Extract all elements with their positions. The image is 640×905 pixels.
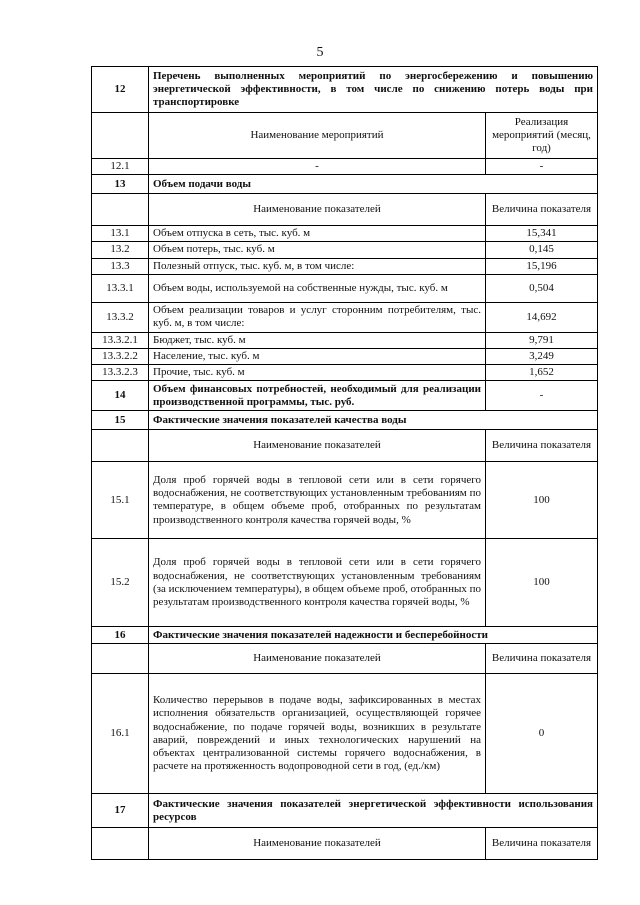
section-number: 12 xyxy=(92,67,149,113)
table-row xyxy=(92,462,598,539)
row-value: 100 xyxy=(486,462,598,539)
section-title: Перечень выполненных мероприятий по энергосбережению и повышению энергетической эффективности, в том числе по снижению потерь воды при транспортировке xyxy=(149,67,598,113)
column-header-name: Наименование показателей xyxy=(149,644,486,674)
column-header-name: Наименование показателей xyxy=(149,430,486,462)
row-name: Объем отпуска в сеть, тыс. куб. м xyxy=(149,226,486,242)
row-number: 13.3.2.1 xyxy=(92,332,149,348)
section-number: 13 xyxy=(92,175,149,194)
section-title: Объем подачи воды xyxy=(149,175,598,194)
column-header-row xyxy=(92,430,598,462)
column-header-name: Наименование мероприятий xyxy=(149,113,486,159)
column-header-name: Наименование показателей xyxy=(149,828,486,860)
column-header-row xyxy=(92,644,598,674)
empty-cell xyxy=(92,644,149,674)
column-header-value: Величина показателя xyxy=(486,430,598,462)
row-name: Полезный отпуск, тыс. куб. м, в том числе: xyxy=(149,258,486,274)
section-title: Фактические значения показателей надежности и бесперебойности xyxy=(149,627,598,644)
section-title: Объем финансовых потребностей, необходимый для реализации производственной программы, тыс. руб. xyxy=(149,381,486,411)
row-number: 13.2 xyxy=(92,242,149,258)
table-row xyxy=(92,258,598,274)
column-header-name: Наименование показателей xyxy=(149,194,486,226)
row-name: Доля проб горячей воды в тепловой сети или в сети горячего водоснабжения, не соответствующих установленным требованиям (за исключением температуры), в общем объеме проб, отобранных по результатам производственного контроля качества горячей воды, % xyxy=(149,539,486,627)
row-name: Объем потерь, тыс. куб. м xyxy=(149,242,486,258)
column-header-value: Величина показателя xyxy=(486,194,598,226)
section-17-header xyxy=(92,794,598,828)
section-number: 14 xyxy=(92,381,149,411)
column-header-value: Величина показателя xyxy=(486,644,598,674)
empty-cell xyxy=(92,194,149,226)
section-13-header xyxy=(92,175,598,194)
section-15-header xyxy=(92,411,598,430)
row-number: 13.3.2.3 xyxy=(92,365,149,381)
row-value: - xyxy=(486,159,598,175)
row-number: 15.1 xyxy=(92,462,149,539)
row-value: 0,145 xyxy=(486,242,598,258)
row-number: 12.1 xyxy=(92,159,149,175)
row-value: 14,692 xyxy=(486,302,598,332)
row-name: Объем реализации товаров и услуг сторонним потребителям, тыс. куб. м, в том числе: xyxy=(149,302,486,332)
table-row xyxy=(92,302,598,332)
table-row xyxy=(92,674,598,794)
empty-cell xyxy=(92,430,149,462)
row-number: 13.1 xyxy=(92,226,149,242)
table-row xyxy=(92,332,598,348)
row-value: 100 xyxy=(486,539,598,627)
row-name: - xyxy=(149,159,486,175)
column-header-row xyxy=(92,828,598,860)
table-row xyxy=(92,348,598,364)
row-value: 9,791 xyxy=(486,332,598,348)
section-title: Фактические значения показателей качества воды xyxy=(149,411,598,430)
section-value: - xyxy=(486,381,598,411)
row-value: 15,196 xyxy=(486,258,598,274)
column-header-row xyxy=(92,194,598,226)
table-row xyxy=(92,159,598,175)
empty-cell xyxy=(92,113,149,159)
column-header-value: Величина показателя xyxy=(486,828,598,860)
row-number: 13.3.1 xyxy=(92,274,149,302)
row-name: Бюджет, тыс. куб. м xyxy=(149,332,486,348)
row-name: Объем воды, используемой на собственные нужды, тыс. куб. м xyxy=(149,274,486,302)
row-value: 3,249 xyxy=(486,348,598,364)
row-number: 13.3 xyxy=(92,258,149,274)
section-number: 16 xyxy=(92,627,149,644)
production-program-table xyxy=(91,66,598,860)
row-number: 16.1 xyxy=(92,674,149,794)
row-number: 13.3.2.2 xyxy=(92,348,149,364)
row-number: 15.2 xyxy=(92,539,149,627)
table-row xyxy=(92,365,598,381)
section-12-header xyxy=(92,67,598,113)
section-title: Фактические значения показателей энергетической эффективности использования ресурсов xyxy=(149,794,598,828)
row-value: 0 xyxy=(486,674,598,794)
table-row xyxy=(92,274,598,302)
table-row xyxy=(92,242,598,258)
row-name: Доля проб горячей воды в тепловой сети или в сети горячего водоснабжения, не соответствующих установленным требованиям по температуре, в общем объеме проб, отобранных по результатам производственного контроля качества горячей воды, % xyxy=(149,462,486,539)
column-header-row xyxy=(92,113,598,159)
row-value: 15,341 xyxy=(486,226,598,242)
empty-cell xyxy=(92,828,149,860)
row-name: Население, тыс. куб. м xyxy=(149,348,486,364)
row-value: 1,652 xyxy=(486,365,598,381)
column-header-value: Реализация мероприятий (месяц, год) xyxy=(486,113,598,159)
row-number: 13.3.2 xyxy=(92,302,149,332)
row-name: Прочие, тыс. куб. м xyxy=(149,365,486,381)
section-14-row xyxy=(92,381,598,411)
row-name: Количество перерывов в подаче воды, зафиксированных в местах исполнения обязательств организацией, осуществляющей горячее водоснабжение, по подаче горячей воды, возникших в результате аварий, повреждений и иных технологических нарушений на объектах централизованной системы горячего водоснабжения, в расчете на протяженность водопроводной сети в год, (ед./км) xyxy=(149,674,486,794)
page-number: 5 xyxy=(316,45,324,60)
table-row xyxy=(92,539,598,627)
row-value: 0,504 xyxy=(486,274,598,302)
section-number: 15 xyxy=(92,411,149,430)
table-row xyxy=(92,226,598,242)
section-number: 17 xyxy=(92,794,149,828)
section-16-header xyxy=(92,627,598,644)
